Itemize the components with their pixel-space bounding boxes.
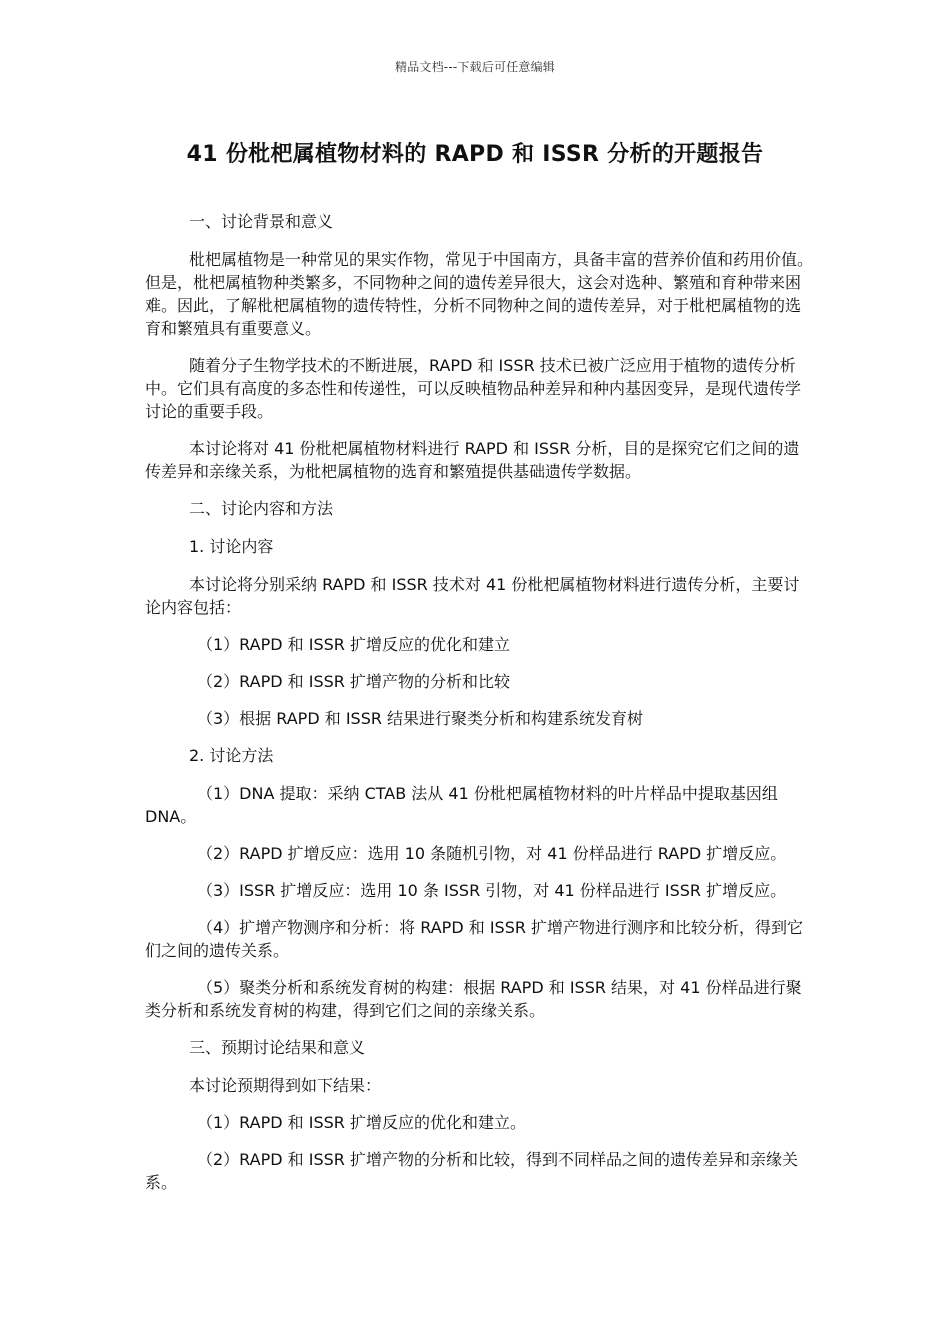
paragraph-background-2: 随着分子生物学技术的不断进展，RAPD 和 ISSR 技术已被广泛应用于植物的遗传分析中。它们具有高度的多态性和传递性，可以反映植物品种差异和种内基因变异，是现代遗传学讨论的重要手段。 — [145, 356, 802, 421]
paragraph-background-3: 本讨论将对 41 份枇杷属植物材料进行 RAPD 和 ISSR 分析，目的是探究它们之间的遗传差异和亲缘关系，为枇杷属植物的选育和繁殖提供基础遗传学数据。 — [145, 439, 800, 481]
document-title: 41 份枇杷属植物材料的 RAPD 和 ISSR 分析的开题报告 — [186, 142, 764, 167]
header-note: 精品文档---下载后可任意编辑 — [395, 60, 555, 74]
list-item-content-2: （2）RAPD 和 ISSR 扩增产物的分析和比较 — [197, 672, 510, 691]
list-item-content-3: （3）根据 RAPD 和 ISSR 结果进行聚类分析和构建系统发育树 — [197, 709, 644, 728]
list-item-method-5: （5）聚类分析和系统发育树的构建：根据 RAPD 和 ISSR 结果，对 41 份样品进行聚类分析和系统发育树的构建，得到它们之间的亲缘关系。 — [145, 978, 802, 1020]
paragraph-content-intro: 本讨论将分别采纳 RAPD 和 ISSR 技术对 41 份枇杷属植物材料进行遗传分析，主要讨论内容包括： — [145, 575, 800, 617]
document-body — [145, 210, 815, 1208]
list-item-method-1: （1）DNA 提取：采纳 CTAB 法从 41 份枇杷属植物材料的叶片样品中提取基因组 DNA。 — [145, 784, 778, 826]
section-heading-content-methods: 二、讨论内容和方法 — [189, 499, 334, 518]
list-item-result-1: （1）RAPD 和 ISSR 扩增反应的优化和建立。 — [197, 1113, 526, 1132]
paragraph-expected-intro: 本讨论预期得到如下结果： — [189, 1076, 382, 1095]
list-item-method-2: （2）RAPD 扩增反应：选用 10 条随机引物，对 41 份样品进行 RAPD 扩增反应。 — [197, 844, 787, 863]
list-item-content-1: （1）RAPD 和 ISSR 扩增反应的优化和建立 — [197, 635, 510, 654]
subheading-content: 1. 讨论内容 — [189, 537, 274, 556]
section-heading-background: 一、讨论背景和意义 — [189, 212, 334, 231]
list-item-method-4: （4）扩增产物测序和分析：将 RAPD 和 ISSR 扩增产物进行测序和比较分析，得到它们之间的遗传关系。 — [145, 918, 804, 960]
list-item-method-3: （3）ISSR 扩增反应：选用 10 条 ISSR 引物，对 41 份样品进行 ISSR 扩增反应。 — [197, 881, 787, 900]
list-item-result-2: （2）RAPD 和 ISSR 扩增产物的分析和比较，得到不同样品之间的遗传差异和亲缘关系。 — [145, 1150, 798, 1192]
paragraph-background-1: 枇杷属植物是一种常见的果实作物，常见于中国南方，具备丰富的营养价值和药用价值。但是，枇杷属植物种类繁多，不同物种之间的遗传差异很大，这会对选种、繁殖和育种带来困难。因此，了解枇杷属植物的遗传特性，分析不同物种之间的遗传差异，对于枇杷属植物的选育和繁殖具有重要意义。 — [145, 250, 814, 338]
subheading-methods: 2. 讨论方法 — [189, 746, 274, 765]
section-heading-expected-results: 三、预期讨论结果和意义 — [189, 1038, 366, 1057]
